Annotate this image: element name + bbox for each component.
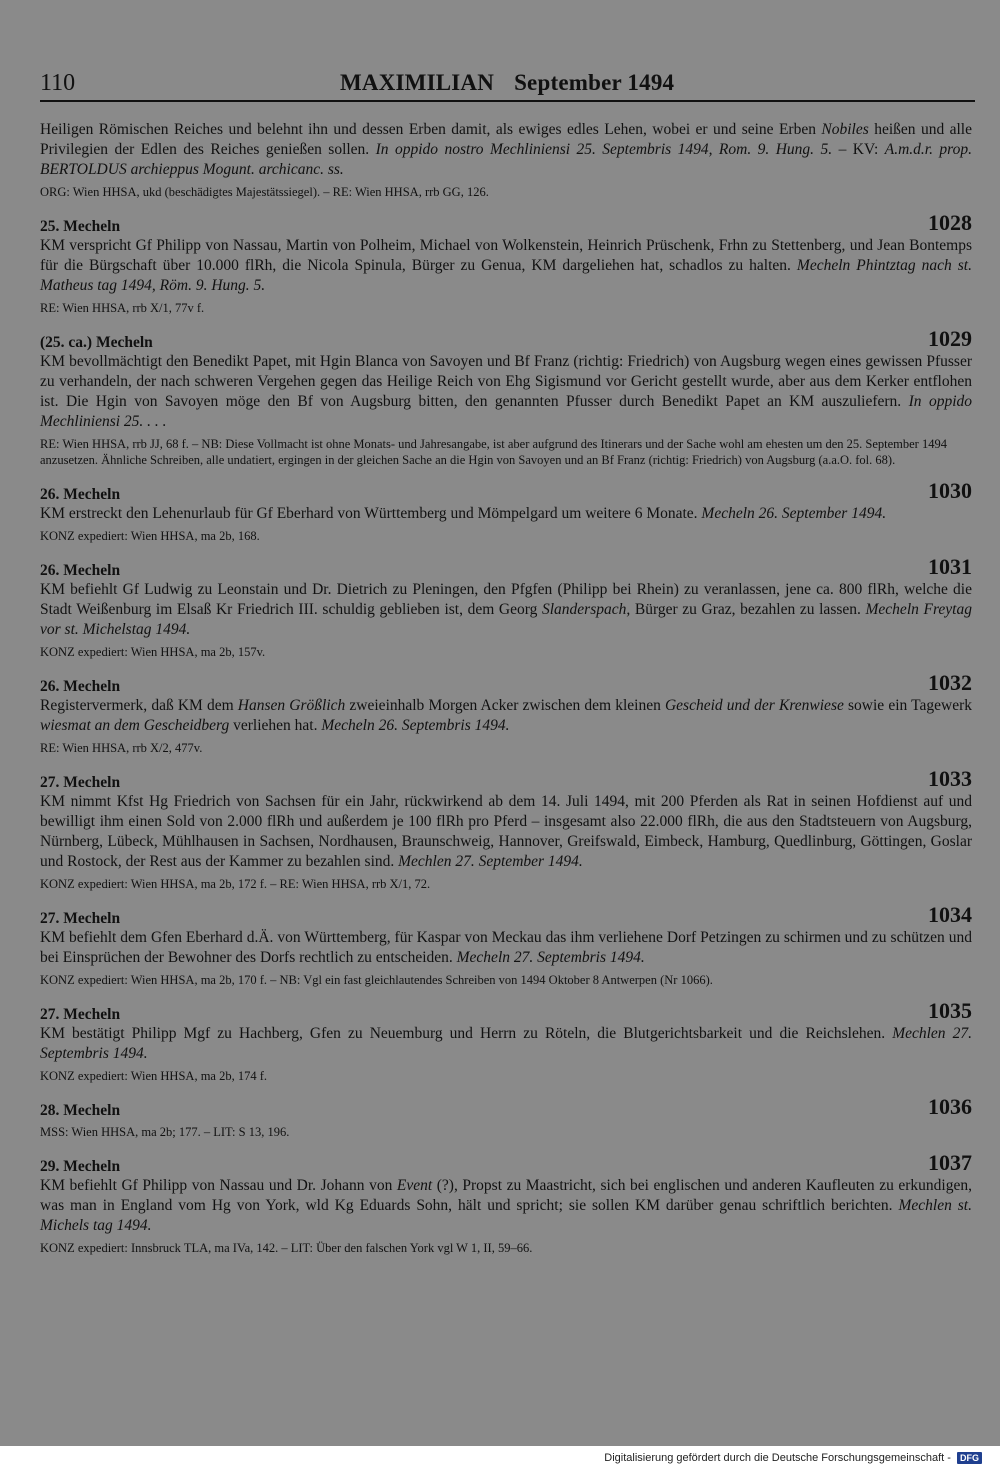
running-head-subtitle: September 1494: [514, 70, 675, 95]
entry-text: KM befiehlt dem Gfen Eberhard d.Ä. von Württemberg, für Kaspar von Meckau das ihm verliehene Dorf Petzingen zu schirmen und zu schützen und bei Einsprüchen der Bewohner des Dorfs rechtlich zu entscheiden. Mecheln 27. Septembris 1494.: [40, 929, 972, 966]
entry-source: RE: Wien HHSA, rrb X/1, 77v f.: [40, 301, 205, 315]
intro-source: ORG: Wien HHSA, ukd (beschädigtes Majestätssiegel). – RE: Wien HHSA, rrb GG, 126.: [40, 185, 489, 199]
entry-number: 1035: [928, 998, 972, 1023]
entry-1037: [40, 1150, 972, 1256]
entry-1029: [40, 326, 972, 468]
entry-date: 26. Mecheln: [40, 486, 121, 503]
entry-number: 1030: [928, 478, 972, 503]
entry-number: 1028: [928, 210, 972, 235]
entry-text: KM befiehlt Gf Ludwig zu Leonstain und Dr. Dietrich zu Pleningen, den Pfgfen (Philipp bei Rhein) zu veranlassen, jene ca. 800 flRh, welche die Stadt Weißenburg im Elsaß Kr Friedrich III. schuldig geblieben ist, dem Georg Slanderspach, Bürger zu Graz, bezahlen zu lassen. Mecheln Freytag vor st. Michelstag 1494.: [40, 581, 972, 638]
entry-date: 26. Mecheln: [40, 562, 121, 579]
entry-text: KM verspricht Gf Philipp von Nassau, Martin von Polheim, Michael von Wolkenstein, Heinrich Prüschenk, Frhn zu Stettenberg, und Jean Bontemps für die Bürgschaft über 10.000 flRh, die Nicola Spinula, Bürger zu Genua, KM dargeliehen hat, schadlos zu halten. Mecheln Phintztag nach st. Matheus tag 1494, Röm. 9. Hung. 5.: [40, 237, 972, 294]
entry-source: KONZ expediert: Wien HHSA, ma 2b, 157v.: [40, 645, 266, 659]
entry-date: 29. Mecheln: [40, 1158, 121, 1175]
entry-source: KONZ expediert: Wien HHSA, ma 2b, 168.: [40, 529, 260, 543]
entry-number: 1033: [928, 766, 972, 791]
entry-source: KONZ expediert: Innsbruck TLA, ma IVa, 142. – LIT: Über den falschen York vgl W 1, II, 59–66.: [40, 1241, 533, 1255]
entry-1031: [40, 554, 972, 660]
running-head-title: MAXIMILIAN: [340, 70, 495, 95]
entry-number: 1036: [928, 1094, 972, 1119]
dfg-logo: DFG: [957, 1452, 982, 1464]
page-header: [40, 70, 975, 100]
running-head: [340, 70, 674, 96]
entry-source: RE: Wien HHSA, rrb JJ, 68 f. – NB: Diese Vollmacht ist ohne Monats- und Jahresangabe, ist aber aufgrund des Itinerars und der Sache wohl am ehesten um den 25. September 1494 anzusetzen. Ähnliche Schreiben, alle undatiert, ergingen in der gleichen Sache an die Hgin von Savoyen und an Bf Franz (richtig: Friedrich) von Augsburg (a.a.O. fol. 68).: [40, 437, 947, 467]
entry-date: 27. Mecheln: [40, 1006, 121, 1023]
entry-text: KM bevollmächtigt den Benedikt Papet, mit Hgin Blanca von Savoyen und Bf Franz (richtig: Friedrich) von Augsburg wegen eines gewissen Pfusser zu verhandeln, der nach schweren Vergehen gegen das Heilige Reich von Ehg Sigismund vor Gericht gestellt wurde, aber aus dem Kerker entflohen ist. Die Hgin von Savoyen möge den Bf von Augsburg bitten, den genannten Pfusser durch Benedikt Papet an KM auszuliefern. In oppido Mechliniensi 25. . . .: [40, 353, 972, 430]
entry-number: 1037: [928, 1150, 972, 1175]
entry-number: 1031: [928, 554, 972, 579]
entry-number: 1032: [928, 670, 972, 695]
entry-number: 1029: [928, 326, 972, 351]
entry-date: 25. Mecheln: [40, 218, 121, 235]
entry-1035: [40, 998, 973, 1084]
entry-1036: [40, 1094, 972, 1140]
entry-1028: [40, 210, 972, 316]
intro-text: Heiligen Römischen Reiches und belehnt ihn und dessen Erben damit, als ewiges edles Lehen, wobei er und seine Erben Nobiles heißen und alle Privilegien der Edlen des Reiches genießen sollen. In oppido nostro Mechliniensi 25. Septembris 1494, Rom. 9. Hung. 5. – KV: A.m.d.r. prop. BERTOLDUS archieppus Mogunt. archicanc. ss.: [40, 121, 972, 178]
entry-1034: [40, 902, 972, 988]
entry-1032: [40, 670, 972, 756]
entry-text: KM befiehlt Gf Philipp von Nassau und Dr. Johann von Event (?), Propst zu Maastricht, sich bei englischen und anderen Kaufleuten zu erkundigen, was man in England vom Hg von York, wld Kg Eduards Sohn, hält und spricht; sie sollen KM darüber genau schriftlich berichten. Mechlen st. Michels tag 1494.: [40, 1177, 972, 1234]
entry-date: 26. Mecheln: [40, 678, 121, 695]
entry-date: 28. Mecheln: [40, 1102, 121, 1119]
entry-source: KONZ expediert: Wien HHSA, ma 2b, 174 f.: [40, 1069, 268, 1083]
entry-date: 27. Mecheln: [40, 774, 121, 791]
entry-source: MSS: Wien HHSA, ma 2b; 177. – LIT: S 13, 196.: [40, 1125, 290, 1139]
entry-source: KONZ expediert: Wien HHSA, ma 2b, 172 f. – RE: Wien HHSA, rrb X/1, 72.: [40, 877, 431, 891]
entry-date: (25. ca.) Mecheln: [40, 334, 153, 351]
entry-source: RE: Wien HHSA, rrb X/2, 477v.: [40, 741, 203, 755]
entry-date: 27. Mecheln: [40, 910, 121, 927]
regest-list: [40, 120, 972, 1256]
funding-notice: [604, 1452, 982, 1464]
entry-source: KONZ expediert: Wien HHSA, ma 2b, 170 f. – NB: Vgl ein fast gleichlautendes Schreiben von 1494 Oktober 8 Antwerpen (Nr 1066).: [40, 973, 713, 987]
page-number: 110: [40, 70, 76, 96]
entry-text: KM bestätigt Philipp Mgf zu Hachberg, Gfen zu Neuemburg und Herrn zu Röteln, die Blutgerichtsbarkeit und die Reichslehen. Mechlen 27. Septembris 1494.: [40, 1025, 973, 1062]
funding-text: Digitalisierung gefördert durch die Deutsche Forschungsgemeinschaft -: [604, 1452, 951, 1464]
header-rule: [40, 100, 975, 102]
entry-1033: [40, 766, 972, 892]
entry-text: KM erstreckt den Lehenurlaub für Gf Eberhard von Württemberg und Mömpelgard um weitere 6 Monate. Mecheln 26. September 1494.: [40, 505, 887, 522]
entry-text: Registervermerk, daß KM dem Hansen Größlich zweieinhalb Morgen Acker zwischen dem kleinen Gescheid und der Krenwiese sowie ein Tagewerk wiesmat an dem Gescheidberg verliehen hat. Mecheln 26. Septembris 1494.: [40, 697, 972, 734]
entry-1030: [40, 478, 972, 544]
entry-number: 1034: [928, 902, 972, 927]
intro-continuation: [40, 120, 972, 200]
entry-text: KM nimmt Kfst Hg Friedrich von Sachsen für ein Jahr, rückwirkend ab dem 14. Juli 1494, mit 200 Pferden als Rat in seinen Hofdienst auf und bewilligt ihm einen Sold von 2.000 flRh und außerdem je 100 flRh pro Pferd – insgesamt also 22.000 flRh, die aus den Stadtsteuern von Augsburg, Nürnberg, Lübeck, Mühlhausen in Sachsen, Nordhausen, Braunschweig, Hannover, Greifswald, Eimbeck, Hamburg, Quedlinburg, Göttingen, Goslar und Rostock, der Rest aus der Kammer zu bezahlen sind. Mechlen 27. September 1494.: [40, 793, 972, 870]
